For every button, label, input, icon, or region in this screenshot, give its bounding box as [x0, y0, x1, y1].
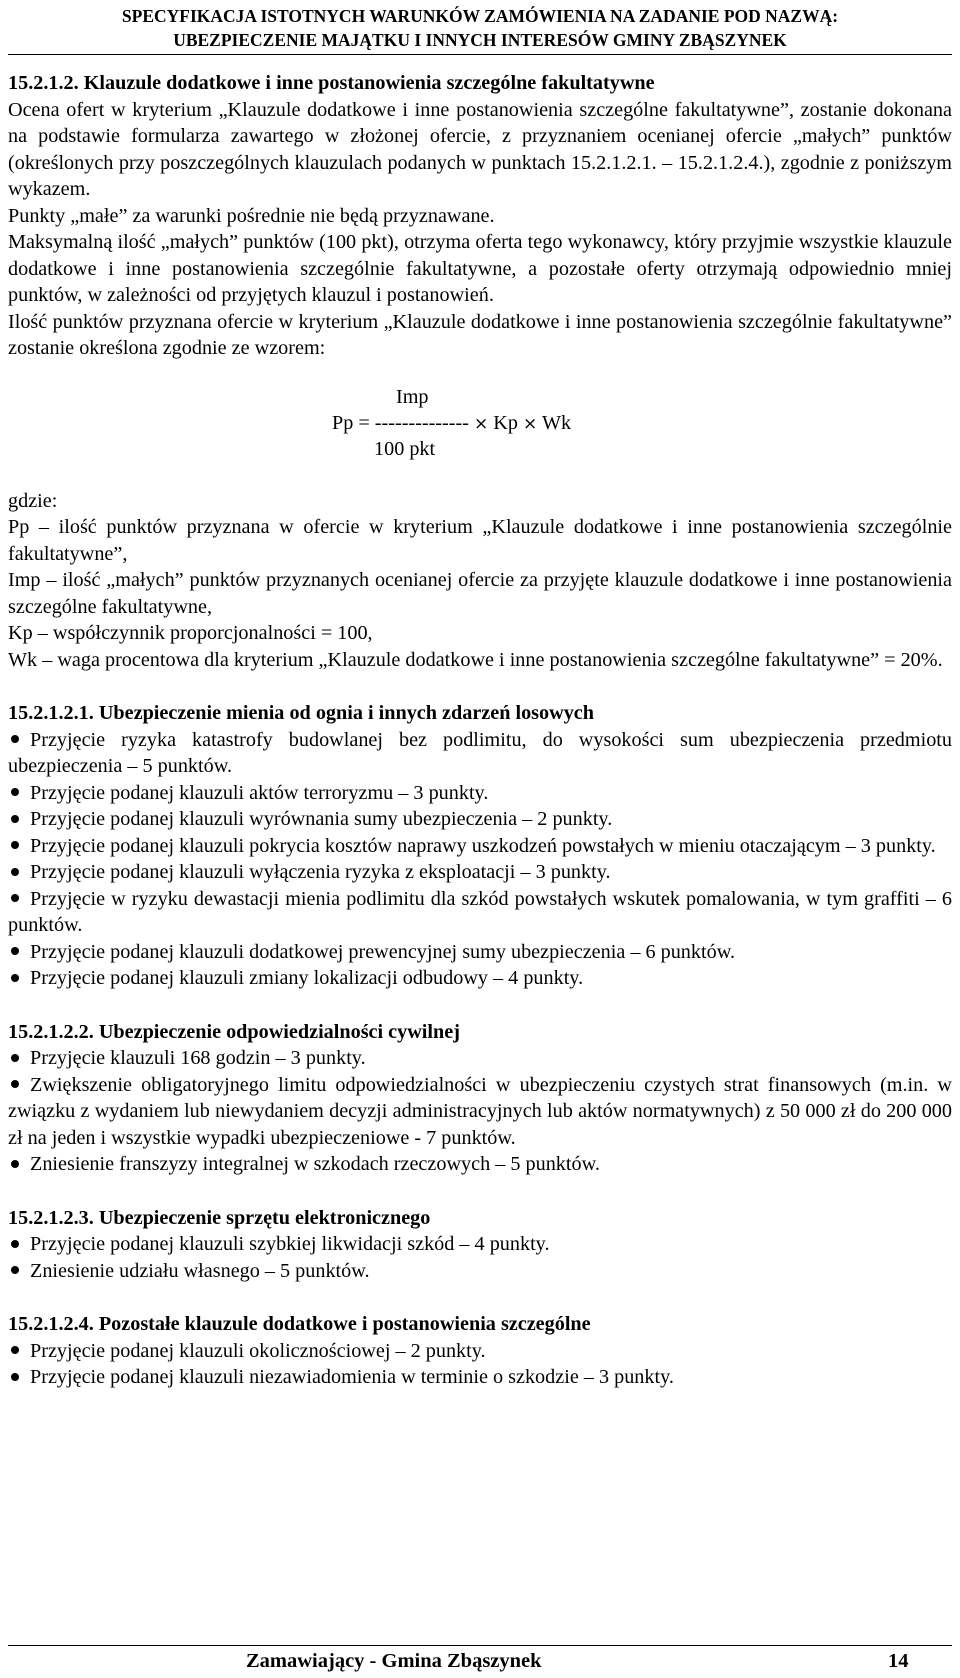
list-item-text: Przyjęcie podanej klauzuli szybkiej likwidacji szkód – 4 punkty. — [30, 1233, 550, 1255]
list-item-text: Przyjęcie podanej klauzuli zmiany lokalizacji odbudowy – 4 punkty. — [30, 967, 584, 989]
paragraph: Punkty „małe” za warunki pośrednie nie będą przyznawane. — [8, 204, 495, 227]
bullet-icon — [8, 1151, 30, 1178]
list-item-text: Przyjęcie podanej klauzuli okolicznościowej – 2 punkty. — [30, 1339, 486, 1362]
list-item — [8, 1151, 952, 1178]
subsection-number: 15.2.1.2.1. — [8, 702, 94, 724]
formula-kp: Kp — [493, 411, 518, 434]
subsection-heading — [8, 700, 952, 727]
list-item — [8, 780, 952, 807]
section-title: Klauzule dodatkowe i inne postanowienia szczególne fakultatywne — [83, 72, 655, 94]
bullet-icon — [8, 806, 30, 833]
formula-denominator: 100 pkt — [374, 437, 436, 460]
bullet-icon — [8, 1258, 30, 1285]
subsection-title: Ubezpieczenie mienia od ognia i innych zdarzeń losowych — [98, 702, 594, 724]
subsection-title: Ubezpieczenie sprzętu elektronicznego — [98, 1206, 431, 1229]
page-number: 14 — [888, 1650, 909, 1672]
header-line-1: SPECYFIKACJA ISTOTNYCH WARUNKÓW ZAMÓWIENIA NA ZADANIE POD NAZWĄ: — [121, 6, 839, 26]
document-body — [8, 70, 952, 1391]
paragraph: Maksymalną ilość „małych” punktów (100 pkt), otrzyma oferta tego wykonawcy, który przyjmie wszystkie klauzule dodatkowe i inne postanowienia szczególnie fakultatywne, a pozostałe oferty otrzymają odpowiednio mniej punktów, w zależności od przyjętych klauzul i postanowień. — [8, 231, 952, 306]
list-item-text: Zniesienie udziału własnego – 5 punktów. — [30, 1259, 370, 1282]
list-item-text: Przyjęcie podanej klauzuli aktów terroryzmu – 3 punkty. — [30, 781, 489, 804]
bullet-icon — [8, 1338, 30, 1365]
document-header — [8, 4, 952, 52]
formula-wk: Wk — [541, 411, 572, 434]
bullet-icon — [8, 780, 30, 807]
subsection-number: 15.2.1.2.2. — [8, 1020, 94, 1043]
bullet-list — [8, 1231, 952, 1284]
list-item — [8, 833, 952, 860]
header-line-2: UBEZPIECZENIE MAJĄTKU I INNYCH INTERESÓW GMINY ZBĄSZYNEK — [173, 30, 787, 50]
formula-lhs: Pp = -------------- — [332, 411, 469, 434]
bullet-icon — [8, 1045, 30, 1072]
footer-text: Zamawiający - Gmina Zbąszynek — [246, 1650, 542, 1672]
formula — [8, 384, 952, 488]
formula-main-line — [332, 410, 571, 438]
list-item-text: Przyjęcie w ryzyku dewastacji mienia podlimitu dla szkód powstałych wskutek pomalowania, w tym graffiti – 6 punktów. — [8, 887, 952, 936]
list-item-text: Przyjęcie ryzyka katastrofy budowlanej bez podlimitu, do wysokości sum ubezpieczenia przedmiotu ubezpieczenia – 5 punktów. — [8, 728, 952, 777]
bullet-list — [8, 727, 952, 992]
bullet-icon — [8, 1072, 30, 1099]
paragraph: Ilość punktów przyznana ofercie w kryterium „Klauzule dodatkowe i inne postanowienia szczególnie fakultatywne” zostanie określona zgodnie ze wzorem: — [8, 310, 952, 359]
bullet-list — [8, 1338, 952, 1391]
legend-item: Imp – ilość „małych” punktów przyznanych ocenianej ofercie za przyjęte klauzule dodatkowe i inne postanowienia szczególne fakultatywne, — [8, 569, 952, 618]
list-item-text: Przyjęcie podanej klauzuli pokrycia kosztów naprawy uszkodzeń powstałych w mieniu otaczającym – 3 punkty. — [30, 834, 936, 857]
bullet-icon — [8, 1364, 30, 1391]
list-item — [8, 1231, 952, 1258]
list-item-text: Zniesienie franszyzy integralnej w szkodach rzeczowych – 5 punktów. — [30, 1153, 600, 1175]
bullet-icon — [8, 939, 30, 966]
subsection-heading — [8, 1205, 952, 1232]
section-heading — [8, 70, 952, 97]
formula-numerator: Imp — [396, 385, 429, 408]
footer-divider — [8, 1645, 952, 1646]
list-item — [8, 1072, 952, 1152]
subsection-title: Pozostałe klauzule dodatkowe i postanowienia szczególne — [98, 1313, 591, 1335]
list-item — [8, 965, 952, 992]
paragraph: Ocena ofert w kryterium „Klauzule dodatkowe i inne postanowienia szczególne fakultatywne”, zostanie dokonana na podstawie formularza zawartego w złożonej ofercie, z przyznaniem ocenianej ofercie „małych” punktów (określonych przy poszczególnych klauzulach podanych w punktach 15.2.1.2.1. – 15.2.1.2.4.), zgodnie z poniższym wykazem. — [8, 98, 952, 200]
list-item-text: Przyjęcie klauzuli 168 godzin – 3 punkty. — [30, 1047, 366, 1069]
list-item — [8, 1258, 952, 1285]
list-item — [8, 886, 952, 939]
list-item-text: Zwiększenie obligatoryjnego limitu odpowiedzialności w ubezpieczeniu czystych strat finansowych (m.in. w związku z wydaniem lub niewydaniem decyzji administracyjnych lub aktów normatywnych) z 50 000 zł do 200 000 zł na jeden i wszystkie wypadki ubezpieczeniowe - 7 punktów. — [8, 1073, 952, 1149]
legend-item: Kp – współczynnik proporcjonalności = 100, — [8, 622, 373, 644]
bullet-icon — [8, 833, 30, 860]
list-item — [8, 1364, 952, 1391]
formula-times-sign: × — [523, 413, 538, 434]
bullet-icon — [8, 886, 30, 913]
list-item — [8, 859, 952, 886]
subsection-heading — [8, 1311, 952, 1338]
formula-times-sign: × — [473, 413, 489, 434]
subsection-title: Ubezpieczenie odpowiedzialności cywilnej — [98, 1020, 460, 1043]
list-item — [8, 1045, 952, 1072]
bullet-icon — [8, 727, 30, 754]
list-item-text: Przyjęcie podanej klauzuli wyłączenia ryzyka z eksploatacji – 3 punkty. — [30, 861, 611, 883]
legend-item: Wk – waga procentowa dla kryterium „Klauzule dodatkowe i inne postanowienia szczególne fakultatywne” = 20%. — [8, 648, 943, 671]
subsection-number: 15.2.1.2.3. — [8, 1206, 94, 1229]
bullet-icon — [8, 1231, 30, 1258]
section-number: 15.2.1.2. — [8, 72, 79, 94]
list-item-text: Przyjęcie podanej klauzuli niezawiadomienia w terminie o szkodzie – 3 punkty. — [30, 1366, 674, 1388]
subsection-heading — [8, 1019, 952, 1046]
list-item-text: Przyjęcie podanej klauzuli wyrównania sumy ubezpieczenia – 2 punkty. — [30, 808, 613, 830]
subsection-number: 15.2.1.2.4. — [8, 1313, 94, 1335]
list-item-text: Przyjęcie podanej klauzuli dodatkowej prewencyjnej sumy ubezpieczenia – 6 punktów. — [30, 940, 736, 963]
legend-item: Pp – ilość punktów przyznana w ofercie w kryterium „Klauzule dodatkowe i inne postanowienia szczególnie fakultatywne”, — [8, 516, 952, 565]
bullet-icon — [8, 965, 30, 992]
legend-intro: gdzie: — [8, 489, 58, 512]
list-item — [8, 1338, 952, 1365]
list-item — [8, 727, 952, 780]
header-divider — [8, 54, 952, 55]
bullet-list — [8, 1045, 952, 1178]
list-item — [8, 939, 952, 966]
list-item — [8, 806, 952, 833]
bullet-icon — [8, 859, 30, 886]
